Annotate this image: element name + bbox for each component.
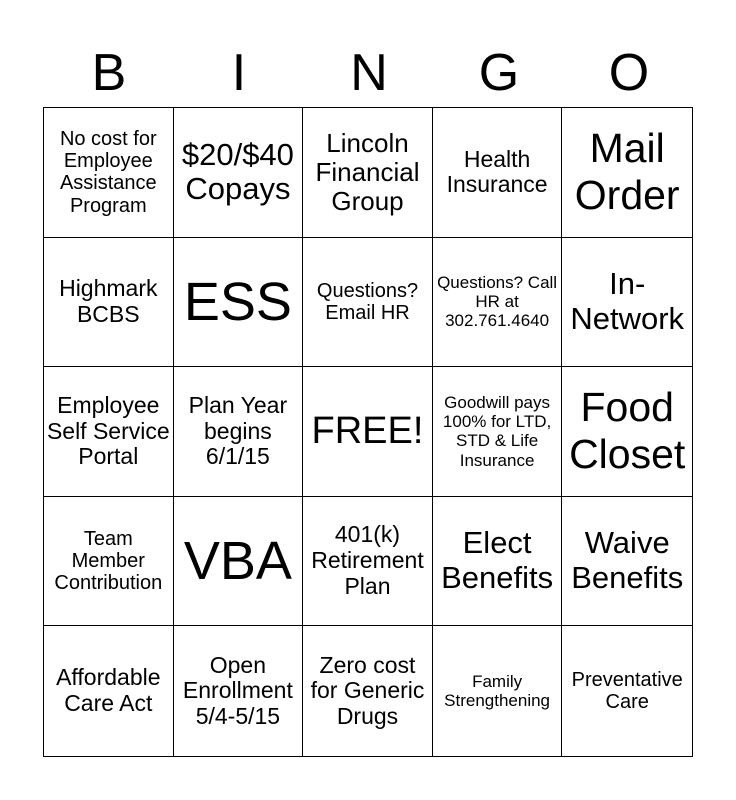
cell-text: Plan Year begins 6/1/15 [188, 391, 288, 470]
bingo-cell-free[interactable] [303, 367, 433, 497]
bingo-cell-r2-c1[interactable] [44, 238, 174, 368]
cell-text: Questions? Call HR at 302.761.4640 [437, 273, 558, 331]
bingo-cell-r2-c3[interactable] [303, 238, 433, 368]
bingo-header [44, 38, 694, 108]
cell-text: In-Network [570, 266, 685, 336]
cell-text: Zero cost for Generic Drugs [310, 651, 425, 730]
cell-text: 401(k) Retirement Plan [311, 521, 424, 599]
bingo-board [43, 107, 693, 757]
bingo-cell-r1-c4[interactable] [433, 108, 563, 238]
cell-text: Mail Order [574, 125, 680, 219]
header-letter-g: G [478, 44, 520, 102]
cell-text: Open Enrollment 5/4-5/15 [182, 651, 293, 730]
bingo-cell-r5-c4[interactable] [433, 626, 563, 756]
cell-text: Food Closet [569, 384, 686, 478]
bingo-cell-r2-c5[interactable] [562, 238, 692, 368]
bingo-cell-r5-c2[interactable] [174, 626, 304, 756]
bingo-cell-r5-c3[interactable] [303, 626, 433, 756]
bingo-cell-r4-c1[interactable] [44, 497, 174, 627]
bingo-cell-r1-c5[interactable] [562, 108, 692, 238]
header-letter-n: N [350, 44, 388, 102]
bingo-cell-r3-c5[interactable] [562, 367, 692, 497]
bingo-cell-r1-c3[interactable] [303, 108, 433, 238]
bingo-cell-r4-c2[interactable] [174, 497, 304, 627]
bingo-cell-r2-c4[interactable] [433, 238, 563, 368]
bingo-cell-r3-c4[interactable] [433, 367, 563, 497]
cell-text: No cost for Employee Assistance Program [59, 127, 157, 217]
cell-text: Lincoln Financial Group [315, 127, 420, 216]
bingo-cell-r1-c2[interactable] [174, 108, 304, 238]
bingo-cell-r3-c2[interactable] [174, 367, 304, 497]
cell-text: Goodwill pays 100% for LTD, STD & Life Insurance [442, 393, 552, 470]
cell-text: Preventative Care [571, 668, 683, 714]
bingo-cell-r5-c5[interactable] [562, 626, 692, 756]
cell-text: ESS [183, 271, 292, 332]
cell-text: Affordable Care Act [56, 664, 161, 717]
cell-text: Elect Benefits [441, 525, 554, 596]
bingo-cell-r4-c3[interactable] [303, 497, 433, 627]
bingo-cell-r1-c1[interactable] [44, 108, 174, 238]
cell-text: Questions? Email HR [316, 279, 419, 324]
header-letter-o: O [608, 44, 650, 102]
cell-text: Highmark BCBS [59, 275, 158, 327]
header-letter-b: B [91, 44, 127, 102]
bingo-cell-r5-c1[interactable] [44, 626, 174, 756]
cell-text: Team Member Contribution [54, 527, 163, 595]
cell-text: FREE! [311, 410, 424, 453]
header-letter-i: I [231, 44, 247, 102]
bingo-cell-r4-c4[interactable] [433, 497, 563, 627]
cell-text: Family Strengthening [444, 672, 551, 711]
cell-text: $20/$40 Copays [181, 136, 294, 207]
cell-text: Employee Self Service Portal [46, 391, 170, 470]
cell-text: Waive Benefits [571, 525, 684, 596]
bingo-cell-r3-c1[interactable] [44, 367, 174, 497]
bingo-cell-r4-c5[interactable] [562, 497, 692, 627]
cell-text: Health Insurance [446, 145, 548, 198]
bingo-cell-r2-c2[interactable] [174, 238, 304, 368]
cell-text: VBA [183, 530, 292, 591]
